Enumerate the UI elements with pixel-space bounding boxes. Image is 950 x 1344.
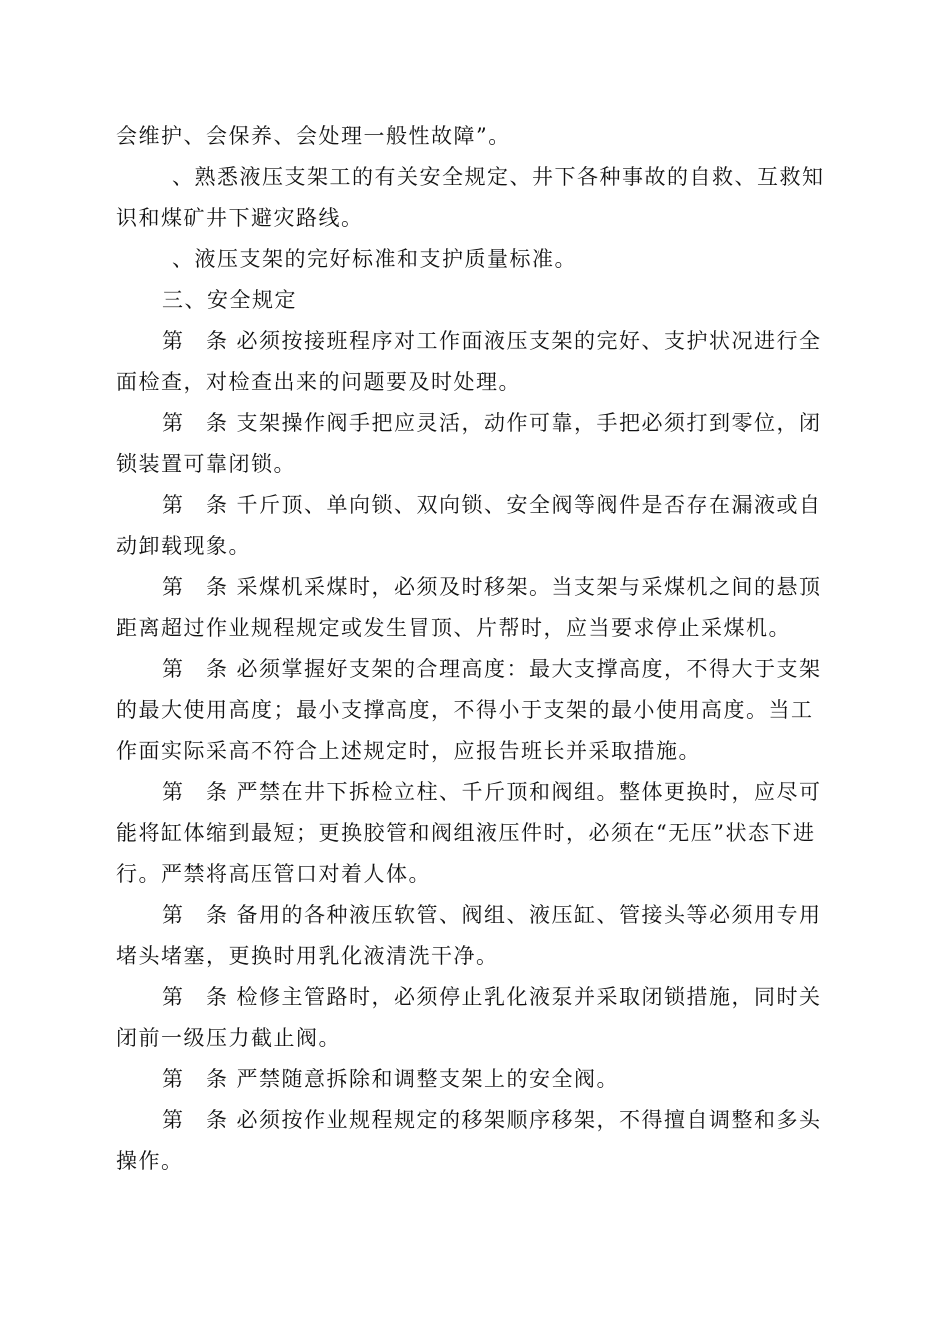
article-label bbox=[162, 1100, 229, 1141]
article-3 bbox=[116, 485, 832, 567]
article-text: 千斤顶、单向锁、双向锁、安全阀等阀件是否存在漏液或自动卸载现象。 bbox=[116, 493, 822, 558]
article-suffix: 条 bbox=[206, 575, 229, 599]
article-5 bbox=[116, 649, 832, 772]
article-text: 检修主管路时，必须停止乳化液泵并采取闭锁措施，同时关闭前一级压力截止阀。 bbox=[116, 985, 822, 1050]
article-text: 采煤机采煤时，必须及时移架。当支架与采煤机之间的悬顶距离超过作业规程规定或发生冒顶、片帮时，应当要求停止采煤机。 bbox=[116, 575, 822, 640]
article-prefix: 第 bbox=[162, 903, 185, 927]
article-text: 必须掌握好支架的合理高度：最大支撑高度，不得大于支架的最大使用高度；最小支撑高度，不得小于支架的最小使用高度。当工作面实际采高不符合上述规定时，应报告班长并采取措施。 bbox=[116, 657, 822, 763]
article-prefix: 第 bbox=[162, 411, 185, 435]
article-7 bbox=[116, 895, 832, 977]
article-label bbox=[162, 403, 229, 444]
article-suffix: 条 bbox=[206, 329, 229, 353]
article-label bbox=[162, 649, 229, 690]
article-text: 备用的各种液压软管、阀组、液压缸、管接头等必须用专用堵头堵塞，更换时用乳化液清洗干净。 bbox=[116, 903, 822, 968]
article-label bbox=[162, 772, 229, 813]
article-prefix: 第 bbox=[162, 1108, 185, 1132]
article-suffix: 条 bbox=[206, 780, 229, 804]
article-suffix: 条 bbox=[206, 1108, 229, 1132]
article-label bbox=[162, 567, 229, 608]
article-suffix: 条 bbox=[206, 903, 229, 927]
paragraph-continuation: 会维护、会保养、会处理一般性故障”。 bbox=[116, 124, 511, 148]
article-label bbox=[162, 977, 229, 1018]
article-suffix: 条 bbox=[206, 1067, 229, 1091]
article-label bbox=[162, 895, 229, 936]
article-prefix: 第 bbox=[162, 657, 185, 681]
article-label bbox=[162, 321, 229, 362]
article-8 bbox=[116, 977, 832, 1059]
article-prefix: 第 bbox=[162, 780, 185, 804]
article-suffix: 条 bbox=[206, 493, 229, 517]
article-text: 支架操作阀手把应灵活，动作可靠，手把必须打到零位，闭锁装置可靠闭锁。 bbox=[116, 411, 822, 476]
article-prefix: 第 bbox=[162, 1067, 185, 1091]
article-label bbox=[162, 1059, 229, 1100]
article-text: 必须按接班程序对工作面液压支架的完好、支护状况进行全面检查，对检查出来的问题要及时处理。 bbox=[116, 329, 822, 394]
article-suffix: 条 bbox=[206, 657, 229, 681]
article-prefix: 第 bbox=[162, 575, 185, 599]
article-prefix: 第 bbox=[162, 493, 185, 517]
document-body bbox=[116, 116, 832, 1182]
section-heading-safety-rules: 三、安全规定 bbox=[162, 288, 297, 312]
article-text: 严禁在井下拆检立柱、千斤顶和阀组。整体更换时，应尽可能将缸体缩到最短；更换胶管和阀组液压件时，必须在“无压”状态下进行。严禁将高压管口对着人体。 bbox=[116, 780, 822, 886]
article-prefix: 第 bbox=[162, 329, 185, 353]
article-text: 严禁随意拆除和调整支架上的安全阀。 bbox=[236, 1067, 619, 1091]
article-text: 必须按作业规程规定的移架顺序移架，不得擅自调整和多头操作。 bbox=[116, 1108, 822, 1173]
paragraph-safety-knowledge: 、熟悉液压支架工的有关安全规定、井下各种事故的自救、互救知识和煤矿井下避灾路线。 bbox=[116, 165, 825, 230]
article-label bbox=[162, 485, 229, 526]
article-4 bbox=[116, 567, 832, 649]
article-2 bbox=[116, 403, 832, 485]
article-1 bbox=[116, 321, 832, 403]
article-suffix: 条 bbox=[206, 411, 229, 435]
article-6 bbox=[116, 772, 832, 895]
paragraph-support-standards: 、液压支架的完好标准和支护质量标准。 bbox=[172, 247, 577, 271]
article-9 bbox=[116, 1059, 832, 1100]
article-prefix: 第 bbox=[162, 985, 185, 1009]
article-10 bbox=[116, 1100, 832, 1182]
article-suffix: 条 bbox=[206, 985, 229, 1009]
